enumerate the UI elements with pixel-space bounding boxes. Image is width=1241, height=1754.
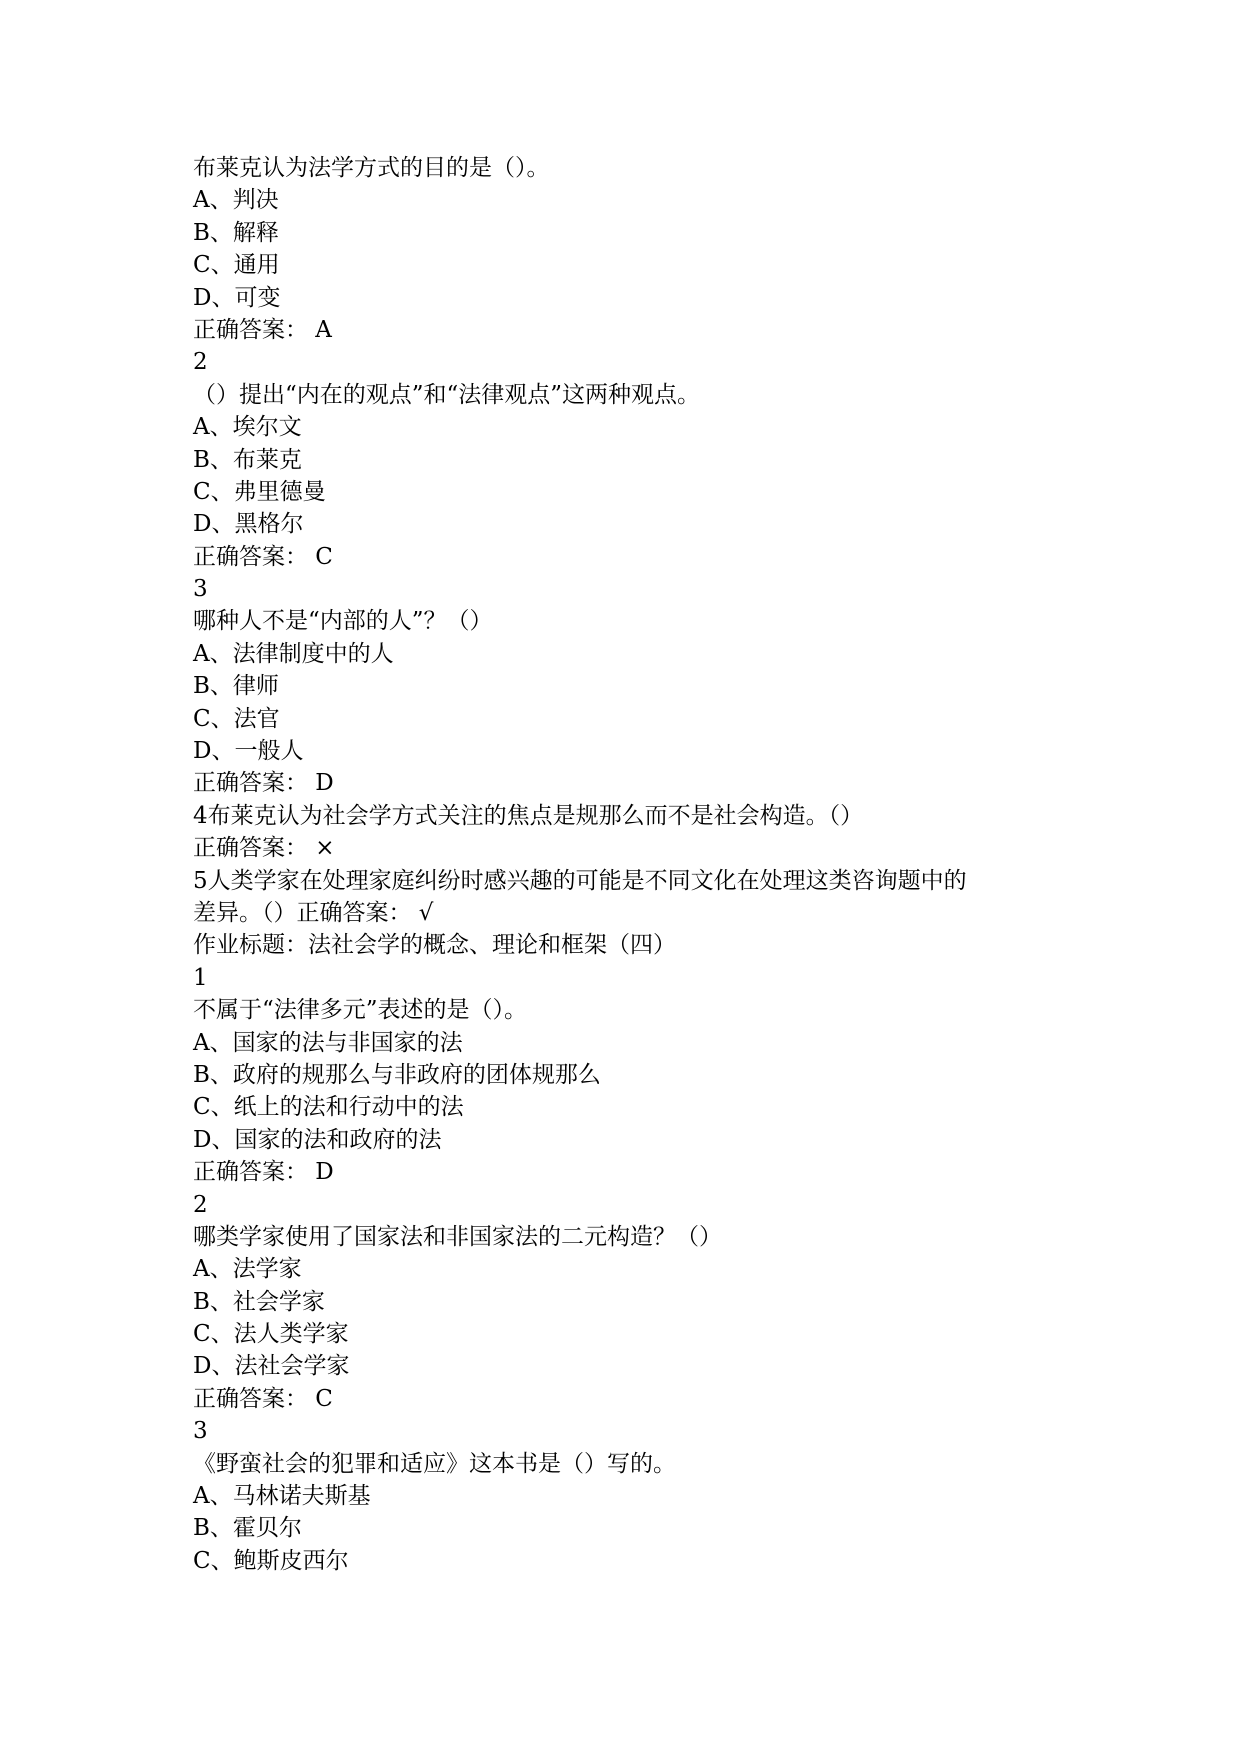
option-d: D、可变 — [193, 284, 281, 311]
option-d: D、国家的法和政府的法 — [193, 1126, 442, 1153]
option-a: A、埃尔文 — [193, 414, 302, 441]
option-a: A、马林诺夫斯基 — [193, 1483, 371, 1510]
question-text-with-answer: 差异。（）正确答案： √ — [193, 899, 434, 926]
option-c: C、法官 — [193, 705, 280, 732]
question-text: 哪类学家使用了国家法和非国家法的二元构造？（） — [193, 1223, 722, 1250]
question-text: （）提出“内在的观点”和“法律观点”这两种观点。 — [193, 381, 701, 408]
option-b: B、律师 — [193, 673, 279, 700]
option-c: C、法人类学家 — [193, 1321, 349, 1348]
option-a: A、法律制度中的人 — [193, 640, 394, 667]
correct-answer: 正确答案： × — [193, 835, 335, 862]
question-text: 哪种人不是“内部的人”？（） — [193, 608, 493, 635]
question-text: 4布莱克认为社会学方式关注的焦点是规那么而不是社会构造。（） — [193, 802, 864, 829]
question-number: 2 — [193, 1191, 208, 1218]
option-b: B、霍贝尔 — [193, 1515, 302, 1542]
option-b: B、布莱克 — [193, 446, 302, 473]
option-d: D、黑格尔 — [193, 511, 304, 538]
correct-answer: 正确答案： C — [193, 1385, 333, 1412]
option-d: D、一般人 — [193, 738, 304, 765]
question-text: 不属于“法律多元”表述的是（）。 — [193, 997, 528, 1024]
option-d: D、法社会学家 — [193, 1353, 350, 1380]
option-a: A、法学家 — [193, 1256, 302, 1283]
question-number: 2 — [193, 349, 208, 376]
question-number: 1 — [193, 964, 208, 991]
option-a: A、判决 — [193, 187, 279, 214]
correct-answer: 正确答案： D — [193, 770, 334, 797]
question-number: 3 — [193, 1418, 208, 1445]
correct-answer: 正确答案： A — [193, 316, 332, 343]
section-title: 作业标题：法社会学的概念、理论和框架（四） — [193, 932, 676, 959]
question-text: 《野蛮社会的犯罪和适应》这本书是（）写的。 — [193, 1450, 676, 1477]
option-c: C、弗里德曼 — [193, 478, 326, 505]
option-c: C、纸上的法和行动中的法 — [193, 1094, 464, 1121]
option-b: B、社会学家 — [193, 1288, 325, 1315]
question-text: 5人类学家在处理家庭纠纷时感兴趣的可能是不同文化在处理这类咨询题中的 — [193, 867, 967, 894]
option-b: B、政府的规那么与非政府的团体规那么 — [193, 1061, 601, 1088]
question-number: 3 — [193, 576, 208, 603]
option-a: A、国家的法与非国家的法 — [193, 1029, 463, 1056]
option-b: B、解释 — [193, 219, 279, 246]
option-c: C、鲍斯皮西尔 — [193, 1547, 349, 1574]
option-c: C、通用 — [193, 252, 280, 279]
correct-answer: 正确答案： D — [193, 1159, 334, 1186]
document-body — [193, 152, 1093, 1577]
question-text: 布莱克认为法学方式的目的是（）。 — [193, 155, 550, 181]
correct-answer: 正确答案： C — [193, 543, 333, 570]
